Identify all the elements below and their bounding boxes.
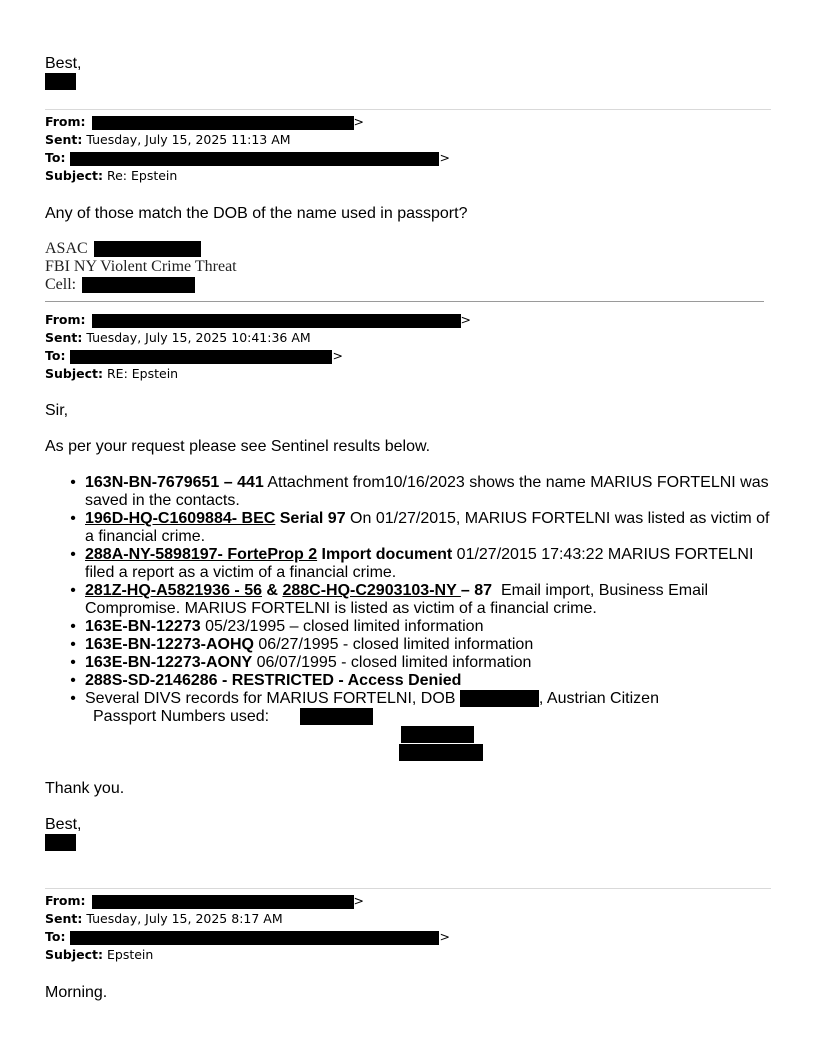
subject-label: Subject:	[45, 947, 103, 962]
list-item	[85, 672, 461, 690]
from-row	[45, 892, 364, 910]
case-number: 163E-BN-12273-AOHQ	[85, 636, 254, 653]
from-label: From:	[45, 114, 86, 129]
list-item-continuation: filed a report as a victim of a financial crime.	[85, 564, 397, 581]
from-row	[45, 311, 471, 329]
thanks-text: Thank you.	[45, 780, 125, 797]
email-body: Morning.	[45, 984, 108, 1001]
signoff-text: Best,	[45, 55, 82, 72]
sent-row	[45, 131, 291, 149]
sent-value: Tuesday, July 15, 2025 11:13 AM	[86, 132, 291, 147]
item-text: , Austrian Citizen	[538, 690, 659, 707]
sent-label: Sent:	[45, 330, 83, 345]
divider	[45, 301, 764, 302]
subject-row	[45, 167, 177, 185]
case-link[interactable]: 288A-NY-5898197- ForteProp 2	[85, 546, 318, 563]
item-text: Email import, Business Email	[492, 582, 709, 599]
subject-label: Subject:	[45, 366, 103, 381]
from-suffix: >	[460, 312, 471, 327]
to-label: To:	[45, 348, 66, 363]
case-number: 163E-BN-12273-AONY	[85, 654, 253, 671]
case-link[interactable]: 281Z-HQ-A5821936 - 56	[85, 582, 262, 599]
redaction-box	[399, 744, 483, 761]
to-label: To:	[45, 929, 66, 944]
signature-unit: FBI NY Violent Crime Threat	[45, 258, 237, 275]
serial-label: – 87	[460, 582, 493, 599]
bullet: •	[70, 546, 76, 563]
redaction-box	[70, 350, 332, 364]
item-text: On 01/27/2015, MARIUS FORTELNI was listed as victim of	[345, 510, 770, 527]
redaction-box	[300, 708, 373, 725]
email-body: Any of those match the DOB of the name used in passport?	[45, 205, 468, 222]
item-text: Attachment from10/16/2023 shows the name MARIUS FORTELNI was	[263, 474, 769, 491]
ampersand: &	[261, 582, 283, 599]
to-suffix: >	[439, 929, 450, 944]
bullet: •	[70, 582, 76, 599]
from-label: From:	[45, 893, 86, 908]
case-number: 163E-BN-12273	[85, 618, 201, 635]
list-item	[85, 654, 531, 672]
redaction-box	[92, 116, 354, 130]
intro-text: As per your request please see Sentinel results below.	[45, 438, 431, 455]
signature-cell-row	[45, 276, 195, 294]
list-item	[85, 582, 708, 600]
to-label: To:	[45, 150, 66, 165]
list-item	[85, 690, 659, 708]
list-item	[85, 618, 483, 636]
from-row	[45, 113, 364, 131]
signature-cell-label: Cell:	[45, 276, 77, 293]
signature-title-row	[45, 240, 201, 258]
sent-value: Tuesday, July 15, 2025 8:17 AM	[86, 911, 283, 926]
subject-value: RE: Epstein	[106, 366, 179, 381]
subject-row	[45, 946, 153, 964]
item-text: 06/07/1995 - closed limited information	[252, 654, 532, 671]
list-item-continuation: Compromise. MARIUS FORTELNI is listed as victim of a financial crime.	[85, 600, 597, 617]
sent-row	[45, 329, 311, 347]
list-item-continuation: a financial crime.	[85, 528, 206, 545]
subject-row	[45, 365, 178, 383]
to-row	[45, 928, 450, 946]
bullet: •	[70, 654, 76, 671]
sent-label: Sent:	[45, 132, 83, 147]
to-row	[45, 347, 343, 365]
sent-row	[45, 910, 283, 928]
redaction-box	[70, 152, 439, 166]
bullet: •	[70, 690, 76, 707]
item-text: 05/23/1995 – closed limited information	[200, 618, 484, 635]
to-suffix: >	[439, 150, 450, 165]
bullet: •	[70, 510, 76, 527]
divider	[45, 109, 771, 110]
case-link[interactable]: 196D-HQ-C1609884- BEC	[85, 510, 276, 527]
redaction-box	[92, 895, 354, 909]
case-number: 288S-SD-2146286 - RESTRICTED - Access Denied	[85, 672, 462, 689]
to-suffix: >	[332, 348, 343, 363]
subject-value: Epstein	[106, 947, 154, 962]
from-label: From:	[45, 312, 86, 327]
list-item	[85, 636, 533, 654]
divider	[45, 888, 771, 889]
sent-label: Sent:	[45, 911, 83, 926]
bullet: •	[70, 672, 76, 689]
case-link[interactable]: 288C-HQ-C2903103-NY	[282, 582, 461, 599]
to-row	[45, 149, 450, 167]
greeting-text: Sir,	[45, 402, 69, 419]
redaction-box	[45, 73, 76, 90]
case-number: 163N-BN-7679651 – 441	[85, 474, 264, 491]
redaction-box	[82, 277, 195, 293]
bullet: •	[70, 636, 76, 653]
list-item	[85, 474, 769, 492]
bullet: •	[70, 474, 76, 491]
item-text: 06/27/1995 - closed limited information	[253, 636, 534, 653]
signoff-text: Best,	[45, 816, 82, 833]
redaction-box	[401, 726, 474, 743]
subject-label: Subject:	[45, 168, 103, 183]
document-label: Import document	[317, 546, 453, 563]
redaction-box	[70, 931, 439, 945]
bullet: •	[70, 618, 76, 635]
subject-value: Re: Epstein	[106, 168, 178, 183]
list-item	[85, 546, 753, 564]
list-item-continuation: saved in the contacts.	[85, 492, 240, 509]
list-item	[85, 510, 769, 528]
sent-value: Tuesday, July 15, 2025 10:41:36 AM	[86, 330, 311, 345]
redaction-box	[94, 241, 201, 257]
serial-label: Serial 97	[275, 510, 346, 527]
item-text: 01/27/2015 17:43:22 MARIUS FORTELNI	[452, 546, 754, 563]
redaction-box	[45, 834, 76, 851]
redaction-box	[92, 314, 461, 328]
from-suffix: >	[353, 893, 364, 908]
redaction-box	[460, 690, 539, 707]
item-text: Several DIVS records for MARIUS FORTELNI, DOB	[85, 690, 460, 707]
from-suffix: >	[353, 114, 364, 129]
passport-label: Passport Numbers used:	[93, 708, 270, 725]
signature-title: ASAC	[45, 240, 88, 257]
